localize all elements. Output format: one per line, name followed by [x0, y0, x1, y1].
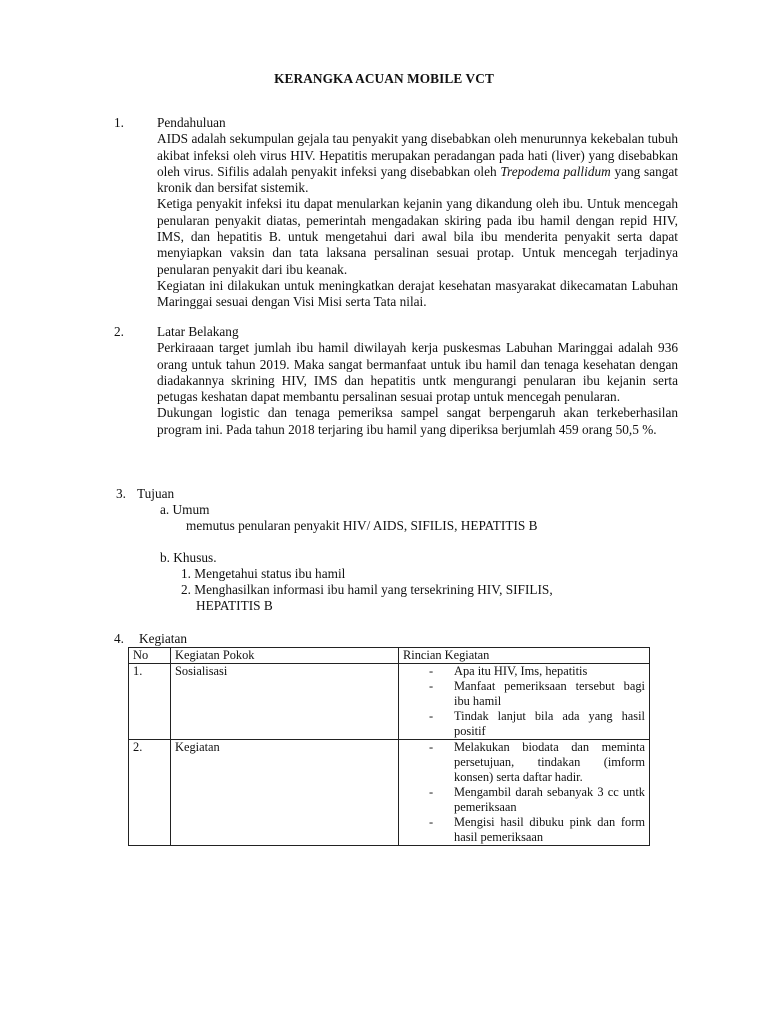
table-header-pokok: Kegiatan Pokok — [171, 648, 399, 664]
khusus-item-continued: HEPATITIS B — [196, 598, 273, 613]
rincian-list — [403, 664, 645, 739]
list-item — [403, 679, 645, 709]
section-body — [157, 115, 678, 311]
paragraph: Ketiga penyakit infeksi itu dapat menularkan kejanin yang dikandung oleh ibu. Untuk mencegah penularan penyakit diatas, pemerintah mengadakan skiring pada ibu hamil dengan repid HIV, IMS, dan hepatitis B. untuk mengetahui dari awal bila ibu menderita penyakit serta dapat menyiapkan vaksin dan tata laksana persalinan sesuai protap. Untuk mencegah terjadinya penularan penyakit dari ibu keanak. — [157, 196, 678, 277]
bullet-dash: - — [429, 709, 434, 723]
table-cell-rincian — [399, 664, 650, 740]
list-item — [403, 740, 645, 785]
table-cell-rincian — [399, 740, 650, 846]
section-number: 3. — [116, 486, 126, 501]
paragraph: Kegiatan ini dilakukan untuk meningkatkan derajat kesehatan masyarakat dikecamatan Labuhan Maringgai sesuai dengan Visi Misi serta Tata nilai. — [157, 277, 678, 310]
paragraph — [157, 131, 678, 196]
italic-species-name: Trepodema pallidum — [500, 163, 611, 179]
paragraph-text: yang sangat kronik dan bersifat sistemik. — [157, 163, 679, 196]
list-item — [403, 815, 645, 845]
table-row — [129, 740, 650, 846]
rincian-list — [403, 740, 645, 845]
section-number: 1. — [114, 115, 124, 130]
table-cell-no: 2. — [129, 740, 171, 846]
section-number: 2. — [114, 324, 124, 339]
bullet-dash: - — [429, 740, 434, 754]
list-item-text: Tindak lanjut bila ada yang hasil positif — [454, 709, 645, 738]
khusus-item: 1. Mengetahui status ibu hamil — [181, 566, 346, 581]
document-title: KERANGKA ACUAN MOBILE VCT — [274, 71, 494, 86]
list-item-text: Mengisi hasil dibuku pink dan form hasil pemeriksaan — [454, 815, 645, 844]
table-header-no: No — [129, 648, 171, 664]
table-cell-pokok: Sosialisasi — [171, 664, 399, 740]
bullet-dash: - — [429, 679, 434, 693]
table-header-row — [129, 648, 650, 664]
khusus-item: 2. Menghasilkan informasi ibu hamil yang tersekrining HIV, SIFILIS, — [181, 582, 553, 597]
bullet-dash: - — [429, 785, 434, 799]
table-row — [129, 664, 650, 740]
section-number: 4. — [114, 631, 124, 646]
list-item-text: Melakukan biodata dan meminta persetujuan, tindakan (imform konsen) serta daftar hadir. — [454, 740, 645, 784]
table-cell-no: 1. — [129, 664, 171, 740]
section-body — [157, 324, 678, 438]
list-item — [403, 664, 645, 679]
section-heading: Kegiatan — [139, 631, 187, 646]
section-heading: Tujuan — [137, 486, 175, 501]
table-header-rincian: Rincian Kegiatan — [399, 648, 650, 664]
subsection-umum-label: a. Umum — [160, 502, 210, 517]
bullet-dash: - — [429, 815, 434, 829]
list-item — [403, 709, 645, 739]
list-item-text: Manfaat pemeriksaan tersebut bagi ibu hamil — [454, 679, 645, 708]
list-item-text: Mengambil darah sebanyak 3 cc untk pemeriksaan — [454, 785, 645, 814]
kegiatan-table — [128, 647, 650, 846]
subsection-khusus-label: b. Khusus. — [160, 550, 217, 565]
paragraph: Dukungan logistic dan tenaga pemeriksa sampel sangat berpengaruh akan terkeberhasilan program ini. Pada tahun 2018 terjaring ibu hamil yang diperiksa berjumlah 459 orang 50,5 %. — [157, 405, 678, 437]
paragraph-text: AIDS adalah sekumpulan gejala tau penyakit yang disebabkan oleh menurunnya kekebalan tubuh akibat infeksi oleh virus HIV. Hepatitis merupakan peradangan pada hati (liver) yang disebabkan oleh virus. Sifilis adalah penyakit infeksi yang disebabkan oleh — [157, 131, 678, 179]
paragraph: Perkiraaan target jumlah ibu hamil diwilayah kerja puskesmas Labuhan Maringgai adalah 936 orang untuk tahun 2019. Maka sangat bermanfaat untuk ibu hamil dan tenaga kesehatan dengan diadakannya skrining HIV, IMS dan hepatitis untk mengurangi penularan ibu kejanin serta petugas keshatan dapat membantu persalinan sesuai protap untuk mencegah penularan. — [157, 340, 678, 405]
table-cell-pokok: Kegiatan — [171, 740, 399, 846]
section-heading: Pendahuluan — [157, 115, 226, 130]
list-item — [403, 785, 645, 815]
list-item-text: Apa itu HIV, Ims, hepatitis — [454, 664, 588, 678]
bullet-dash: - — [429, 664, 434, 678]
subsection-umum-text: memutus penularan penyakit HIV/ AIDS, SIFILIS, HEPATITIS B — [186, 518, 538, 533]
section-heading: Latar Belakang — [157, 324, 239, 339]
